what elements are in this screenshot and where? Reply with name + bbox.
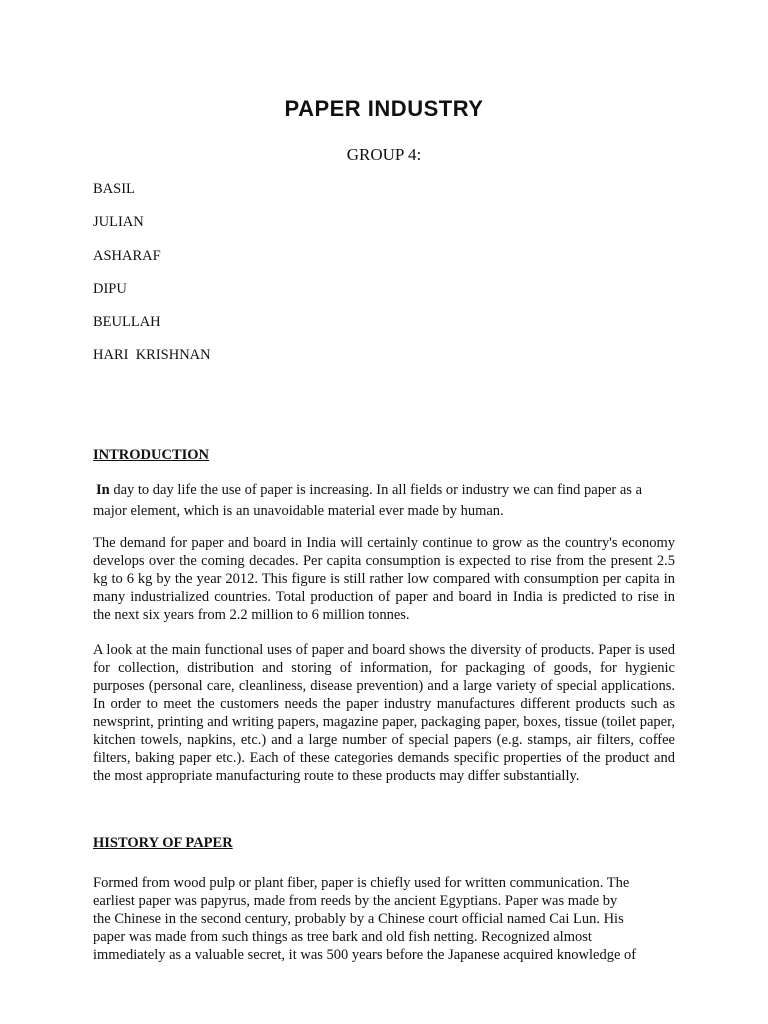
- introduction-paragraph-1-text: day to day life the use of paper is increasing. In all fields or industry we can find paper as a major element, which is an unavoidable material ever made by human.: [93, 482, 643, 519]
- member-name: HARI KRISHNAN: [93, 347, 211, 364]
- introduction-lead-word: In: [96, 482, 110, 498]
- history-paragraph-1: [93, 874, 693, 964]
- member-name: BASIL: [93, 181, 135, 197]
- introduction-paragraph-1: [93, 480, 675, 522]
- document-title: PAPER INDUSTRY: [284, 96, 484, 121]
- history-line: earliest paper was papyrus, made from reeds by the ancient Egyptians. Paper was made by: [93, 893, 618, 909]
- history-line: paper was made from such things as tree bark and old fish netting. Recognized almost: [93, 929, 592, 945]
- member-name: BEULLAH: [93, 314, 161, 331]
- member-name: ASHARAF: [93, 247, 161, 264]
- history-line: Formed from wood pulp or plant fiber, paper is chiefly used for written communication. The: [93, 875, 630, 891]
- introduction-paragraph-3: A look at the main functional uses of paper and board shows the diversity of products. Paper is used for collection, distribution and storing of information, for packaging of goods, for hygienic purposes (personal care, cleanliness, disease prevention) and a large variety of special applications. In order to meet the customers needs the paper industry manufactures different products such as newsprint, printing and writing papers, magazine paper, packaging paper, boxes, tissue (toilet paper, kitchen towels, napkins, etc.) and a large number of special papers (e.g. stamps, air filters, coffee filters, baking paper etc.). Each of these categories demands specific properties of the product and the most appropriate manufacturing route to these products may differ substantially.: [93, 642, 675, 784]
- member-list: [93, 180, 211, 380]
- history-line: immediately as a valuable secret, it was 500 years before the Japanese acquired knowledge of: [93, 947, 637, 963]
- history-line: the Chinese in the second century, probably by a Chinese court official named Cai Lun. His: [93, 911, 624, 927]
- group-label: GROUP 4:: [346, 145, 422, 164]
- member-name: DIPU: [93, 280, 127, 297]
- introduction-paragraph-2: The demand for paper and board in India will certainly continue to grow as the country's economy develops over the coming decades. Per capita consumption is expected to rise from the present 2.5 kg to 6 kg by the year 2012. This figure is still rather low compared with consumption per capita in many industrialized countries. Total production of paper and board in India is predicted to rise in the next six years from 2.2 million to 6 million tonnes.: [93, 535, 675, 623]
- history-heading: HISTORY OF PAPER: [93, 835, 233, 851]
- member-name: JULIAN: [93, 214, 144, 231]
- introduction-heading: INTRODUCTION: [93, 447, 210, 463]
